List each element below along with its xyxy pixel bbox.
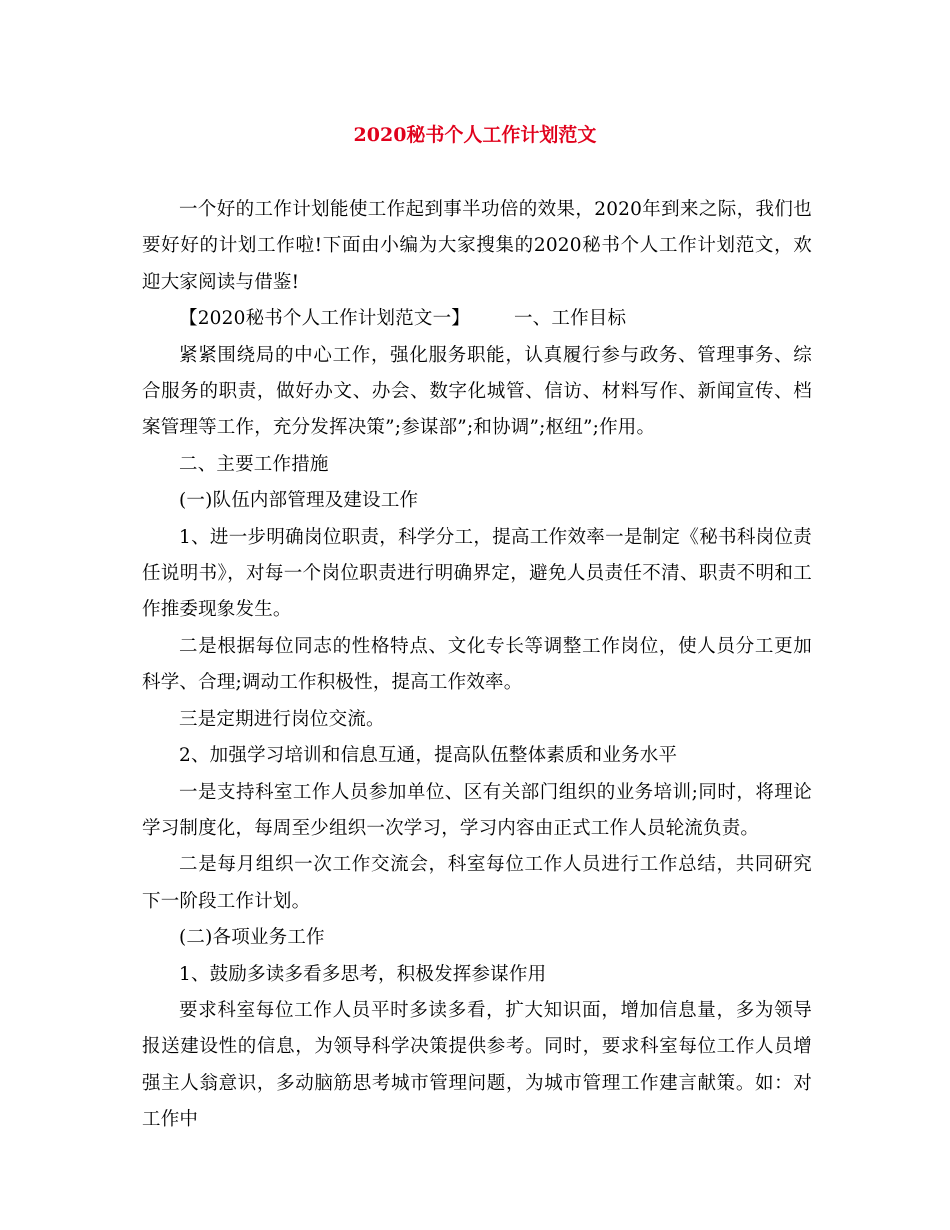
- measures-heading: 二、主要工作措施: [179, 453, 329, 475]
- advisory-paragraph: 要求科室每位工作人员平时多读多看，扩大知识面，增加信息量，多为领导报送建设性的信息，为领导科学决策提供参考。同时，要求科室每位工作人员增强主人翁意识，多动脑筋思考城市管理问题，为城市管理工作建言献策。如：对工作中: [142, 999, 812, 1131]
- goal-paragraph: 紧紧围绕局的中心工作，强化服务职能，认真履行参与政务、管理事务、综合服务的职责，做好办文、办会、数字化城管、信访、材料写作、新闻宣传、档案管理等工作，充分发挥决策”;参谋部”;和协调”;枢纽”;作用。: [142, 344, 812, 439]
- duties-paragraph: 1、进一步明确岗位职责，科学分工，提高工作效率一是制定《秘书科岗位责任说明书》，对每一个岗位职责进行明确界定，避免人员责任不清、职责不明和工作推委现象发生。: [142, 526, 812, 621]
- intro-paragraph: 一个好的工作计划能使工作起到事半功倍的效果，2020年到来之际，我们也要好好的计划工作啦!下面由小编为大家搜集的2020秘书个人工作计划范文，欢迎大家阅读与借鉴!: [142, 199, 812, 293]
- section-heading: 【2020秘书个人工作计划范文一】: [179, 308, 470, 330]
- section-heading-line: [142, 301, 812, 337]
- advisory-heading: 1、鼓励多读多看多思考，积极发挥参谋作用: [179, 963, 547, 985]
- business-heading: (二)各项业务工作: [179, 927, 325, 949]
- training-paragraph: 一是支持科室工作人员参加单位、区有关部门组织的业务培训;同时，将理论学习制度化，每周至少组织一次学习，学习内容由正式工作人员轮流负责。: [142, 781, 812, 839]
- training-heading: 2、加强学习培训和信息互通，提高队伍整体素质和业务水平: [179, 745, 678, 767]
- adjust-positions-paragraph: 二是根据每位同志的性格特点、文化专长等调整工作岗位，使人员分工更加科学、合理;调动工作积极性，提高工作效率。: [142, 635, 812, 694]
- section-subheading: 一、工作目标: [513, 308, 627, 330]
- document-title: 2020秘书个人工作计划范文: [353, 124, 597, 146]
- monthly-meeting-paragraph: 二是每月组织一次工作交流会，科室每位工作人员进行工作总结，共同研究下一阶段工作计划。: [142, 854, 812, 912]
- team-management-heading: (一)队伍内部管理及建设工作: [179, 490, 419, 512]
- rotation-paragraph: 三是定期进行岗位交流。: [179, 708, 385, 730]
- document-body: [142, 192, 812, 1139]
